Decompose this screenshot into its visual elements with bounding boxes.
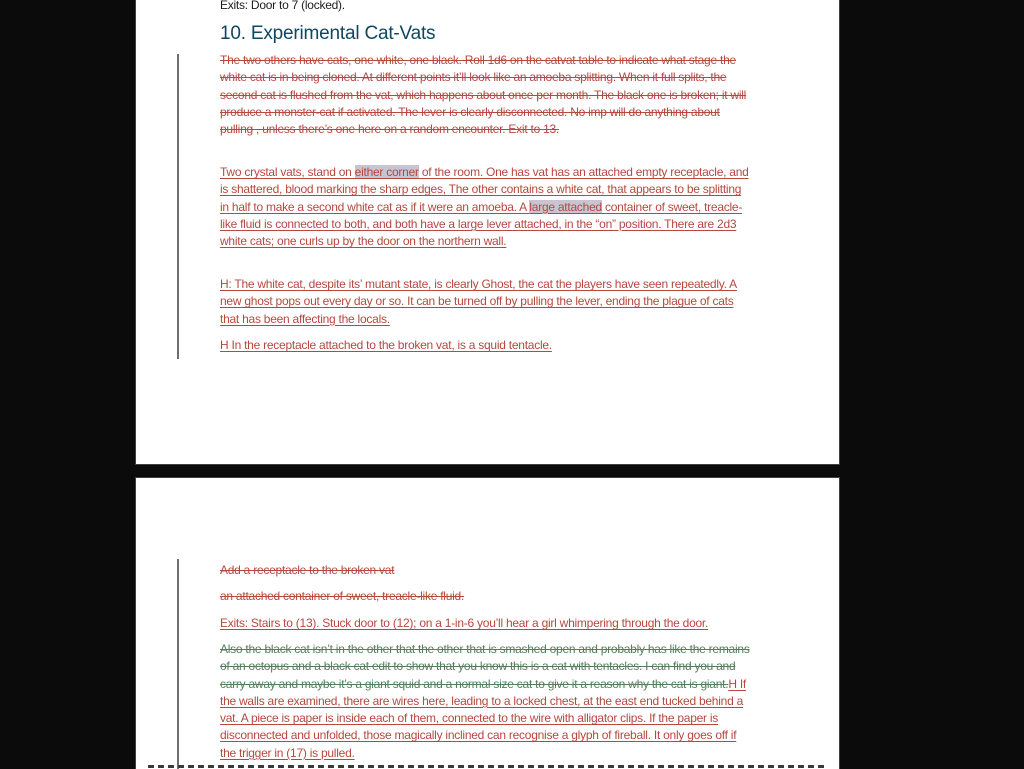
- cut-off-next-line: [148, 765, 827, 768]
- h-receptacle-paragraph[interactable]: H In the receptacle attached to the broken vat, is a squid tentacle.: [220, 338, 552, 352]
- exits-inserted-paragraph[interactable]: Exits: Stairs to (13). Stuck door to (12); on a 1-in-6 you’ll hear a girl whimpering through the door.: [220, 616, 709, 630]
- inserted-text-segment: of the room. One has vat has an attached empty receptacle, and is shattered, blood marking the sharp edges, The other contains a white cat, that appears to be splitting in half to make a second white cat as if it were an amoeba. A: [220, 165, 749, 214]
- exits-line[interactable]: Exits: Door to 7 (locked).: [220, 0, 345, 12]
- comment-highlighted-text: either corner: [354, 165, 419, 179]
- deleted-paragraph[interactable]: The two others have cats, one white, one black. Roll 1d6 on the catvat table to indicate what stage the white cat is in being cloned. At different points it’ll look like an amoeba splitting. When it full splits, the second cat is flushed from the vat, which happens about once per month. The black one is broken; it will produce a monster-cat if activated. The lever is clearly disconnected. No imp will do anything about pulling , unless there’s one here on a random encounter. Exit to 13.: [220, 53, 747, 137]
- inserted-paragraph[interactable]: [220, 164, 750, 250]
- tracked-change-bar: [177, 559, 179, 769]
- document-page-2[interactable]: [136, 478, 839, 769]
- h-white-cat-paragraph[interactable]: H: The white cat, despite its’ mutant state, is clearly Ghost, the cat the players have seen repeatedly. A new ghost pops out every day or so. It can be turned off by pulling the lever, ending the plague of cats that has been affecting the locals.: [220, 277, 737, 326]
- comment-highlighted-text: large attached: [529, 199, 602, 214]
- section-heading[interactable]: 10. Experimental Cat-Vats: [220, 23, 436, 44]
- mixed-change-paragraph[interactable]: [220, 641, 750, 762]
- inserted-text-segment: Two crystal vats, stand on: [220, 165, 355, 179]
- inserted-wires-text: H If the walls are examined, there are wires here, leading to a locked chest, at the east end tucked behind a vat. A piece is paper is inside each of them, connected to the wire with alligator clips. If the paper is disconnected and unfolded, those magically inclined can recognise a glyph of fireball. It only goes off if the trigger in (17) is pulled.: [220, 676, 746, 760]
- inserted-text-segment: container of sweet, treacle-like fluid is connected to both, and both have a large lever attached, in the “on” position. There are 2d3 white cats; one curls up by the door on the northern wall.: [220, 199, 743, 249]
- deleted-line[interactable]: Add a receptacle to the broken vat: [220, 563, 395, 577]
- deleted-line[interactable]: an attached container of sweet, treacle-like fluid.: [220, 589, 465, 603]
- tracked-change-bar: [177, 54, 179, 359]
- green-deleted-text: Also the black cat isn’t in the other that the other that is smashed open and probably has like the remains of an octopus and a black cat edit to show that you know this is a cat with tentacles. I can find you and carry away and maybe it’s a giant squid and a normal size cat to give it a reason why the cat is giant.: [220, 642, 750, 691]
- document-page-1[interactable]: [136, 0, 839, 464]
